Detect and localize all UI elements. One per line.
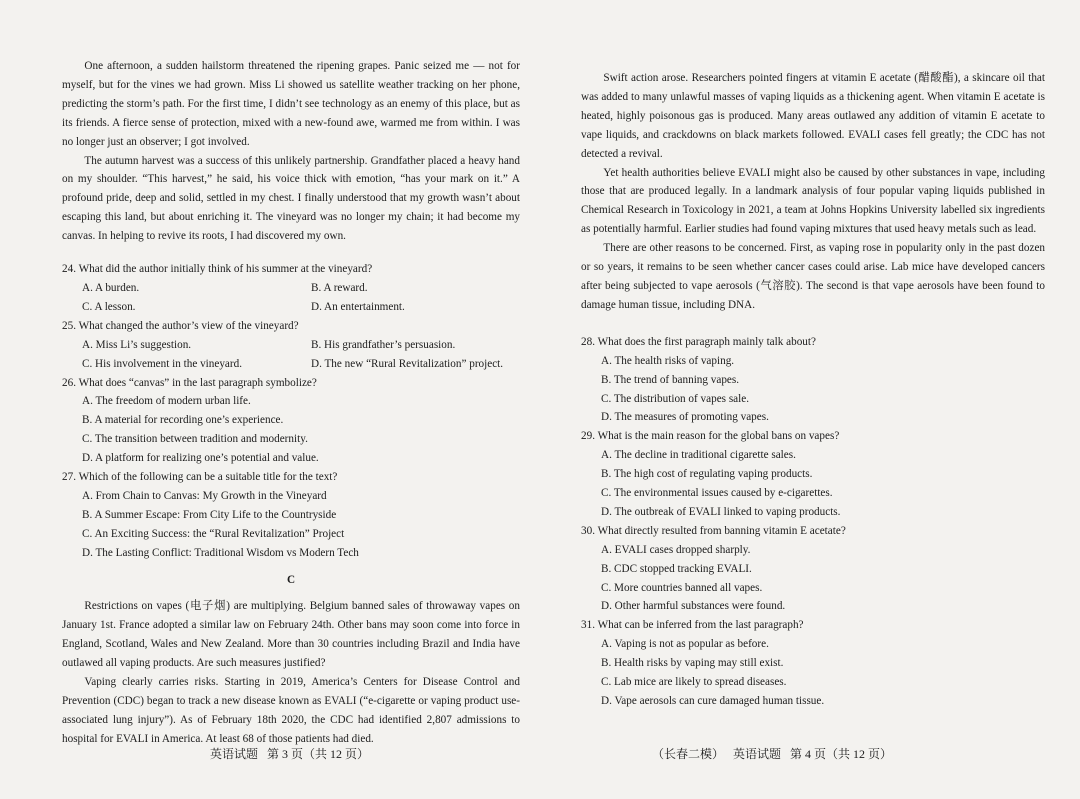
option-b[interactable]: B. A Summer Escape: From City Life to the Countryside xyxy=(82,508,337,521)
option-c[interactable]: C. Lab mice are likely to spread diseases. xyxy=(601,676,787,689)
option-b[interactable]: B. A material for recording one’s experience. xyxy=(82,414,284,427)
option-c[interactable]: C. More countries banned all vapes. xyxy=(601,581,763,594)
option-a[interactable]: A. A burden. xyxy=(82,281,140,294)
question-stem: 29. What is the main reason for the global bans on vapes? xyxy=(581,430,840,443)
question-26 xyxy=(62,374,520,469)
option-a[interactable]: A. Vaping is not as popular as before. xyxy=(601,638,769,651)
option-c[interactable]: C. The transition between tradition and modernity. xyxy=(82,433,308,446)
option-b[interactable]: B. His grandfather’s persuasion. xyxy=(311,338,456,351)
option-b[interactable]: B. Health risks by vaping may still exist. xyxy=(601,657,784,670)
option-a[interactable]: A. The health risks of vaping. xyxy=(601,354,735,367)
paragraph: Swift action arose. Researchers pointed fingers at vitamin E acetate (醋酸酯), a skincare oil that was added to many unlawful masses of vaping liquids as a thickening agent. When vitamin E acetate is heated, highly poisonous gas is produced. Many areas outlawed any addition of vitamin E acetate to vape liquids, and crackdowns on black markets followed. EVALI cases fell greatly; the CDC has not detected a revival. xyxy=(581,72,1045,160)
question-stem: 30. What directly resulted from banning vitamin E acetate? xyxy=(581,524,846,537)
option-d[interactable]: D. The outbreak of EVALI linked to vaping products. xyxy=(601,505,841,518)
question-29 xyxy=(581,427,1045,522)
option-c[interactable]: C. A lesson. xyxy=(82,300,136,313)
option-d[interactable]: D. The Lasting Conflict: Traditional Wisdom vs Modern Tech xyxy=(82,546,359,559)
question-27 xyxy=(62,468,520,563)
option-b[interactable]: B. The trend of banning vapes. xyxy=(601,373,740,386)
passage-c-head xyxy=(62,597,520,748)
page-footer: （长春二模） 英语试题 第 4 页（共 12 页） xyxy=(652,747,893,761)
page-4 xyxy=(581,69,1045,711)
question-stem: 31. What can be inferred from the last paragraph? xyxy=(581,619,804,632)
passage-c-tail xyxy=(581,69,1045,315)
option-d[interactable]: D. The measures of promoting vapes. xyxy=(601,411,769,424)
question-stem: 28. What does the first paragraph mainly talk about? xyxy=(581,335,816,348)
page-footer: 英语试题 第 3 页（共 12 页） xyxy=(210,747,370,761)
question-25 xyxy=(62,317,520,374)
section-heading: C xyxy=(286,573,296,586)
question-stem: 27. Which of the following can be a suitable title for the text? xyxy=(62,471,338,484)
option-d[interactable]: D. A platform for realizing one’s potential and value. xyxy=(82,452,319,465)
paragraph: The autumn harvest was a success of this unlikely partnership. Grandfather placed a heavy hand on my shoulder. “This harvest,” he said, his voice thick with emotion, “has your mark on it.” A profound pride, deep and solid, settled in my chest. I finally understood that my growth wasn’t about escaping this land, but about enriching it. The vineyard was no longer my chain; it had become my canvas. In helping to revive its roots, I had discovered my own. xyxy=(62,154,520,243)
option-d[interactable]: D. Vape aerosols can cure damaged human tissue. xyxy=(601,695,825,707)
question-31 xyxy=(581,616,1045,711)
question-stem: 24. What did the author initially think of his summer at the vineyard? xyxy=(62,263,373,276)
option-a[interactable]: A. The decline in traditional cigarette sales. xyxy=(601,449,796,462)
question-24 xyxy=(62,260,520,317)
question-stem: 25. What changed the author’s view of the vineyard? xyxy=(62,319,299,332)
option-d[interactable]: D. An entertainment. xyxy=(311,300,405,313)
option-b[interactable]: B. A reward. xyxy=(311,281,368,294)
option-d[interactable]: D. The new “Rural Revitalization” project. xyxy=(311,357,504,370)
question-28 xyxy=(581,333,1045,428)
question-30 xyxy=(581,522,1045,617)
question-stem: 26. What does “canvas” in the last paragraph symbolize? xyxy=(62,376,317,389)
option-d[interactable]: D. Other harmful substances were found. xyxy=(601,600,786,613)
option-a[interactable]: A. From Chain to Canvas: My Growth in the Vineyard xyxy=(82,489,327,502)
paragraph: Vaping clearly carries risks. Starting in 2019, America’s Centers for Disease Control and Prevention (CDC) began to track a new disease known as EVALI (“e-cigarette or vaping product use-associated lung injury”). As of February 18th 2020, the CDC had identified 2,807 admissions to hospital for EVALI in America. At least 68 of those patients had died. xyxy=(62,676,520,745)
option-b[interactable]: B. The high cost of regulating vaping products. xyxy=(601,468,813,481)
option-a[interactable]: A. Miss Li’s suggestion. xyxy=(82,338,192,351)
option-c[interactable]: C. An Exciting Success: the “Rural Revitalization” Project xyxy=(82,527,345,540)
option-c[interactable]: C. The environmental issues caused by e-cigarettes. xyxy=(601,487,833,500)
option-a[interactable]: A. EVALI cases dropped sharply. xyxy=(601,543,751,556)
paragraph: One afternoon, a sudden hailstorm threatened the ripening grapes. Panic seized me — not for myself, but for the vines we had grown. Miss Li showed us satellite weather tracking on her phone, predicting the storm’s path. For the first time, I didn’t see technology as an enemy of this place, but as its friends. A fierce sense of protection, mixed with a new-found awe, warmed me from within. I was no longer just an observer; I got involved. xyxy=(62,60,520,148)
option-c[interactable]: C. His involvement in the vineyard. xyxy=(82,357,243,370)
paragraph: Restrictions on vapes (电子烟) are multiplying. Belgium banned sales of throwaway vapes on January 1st. France adopted a similar law on February 24th. Other bans may soon come into force in England, Scotland, Wales and New Zealand. More than 30 countries including Brazil and India have outlawed all vaping products. Are such measures justified? xyxy=(62,600,520,670)
option-a[interactable]: A. The freedom of modern urban life. xyxy=(82,395,251,408)
paragraph: Yet health authorities believe EVALI might also be caused by other substances in vape, including those that are produced legally. In a landmark analysis of four popular vaping liquids published in Chemical Research in Toxicology in 2021, a team at Johns Hopkins University labelled six ingredients as potentially harmful. Earlier studies had found vaping mixtures that used heavy metals such as lead. xyxy=(581,166,1045,236)
option-b[interactable]: B. CDC stopped tracking EVALI. xyxy=(601,562,752,575)
page-3 xyxy=(62,57,520,749)
passage-b-tail xyxy=(62,57,520,246)
paragraph: There are other reasons to be concerned. First, as vaping rose in popularity only in the past dozen or so years, it remains to be seen whether cancer cases could arise. Lab mice have developed cancers after being subjected to vape aerosols (气溶胶). The second is that vape aerosols have been found to damage human tissue, including DNA. xyxy=(581,242,1045,311)
option-c[interactable]: C. The distribution of vapes sale. xyxy=(601,392,750,405)
